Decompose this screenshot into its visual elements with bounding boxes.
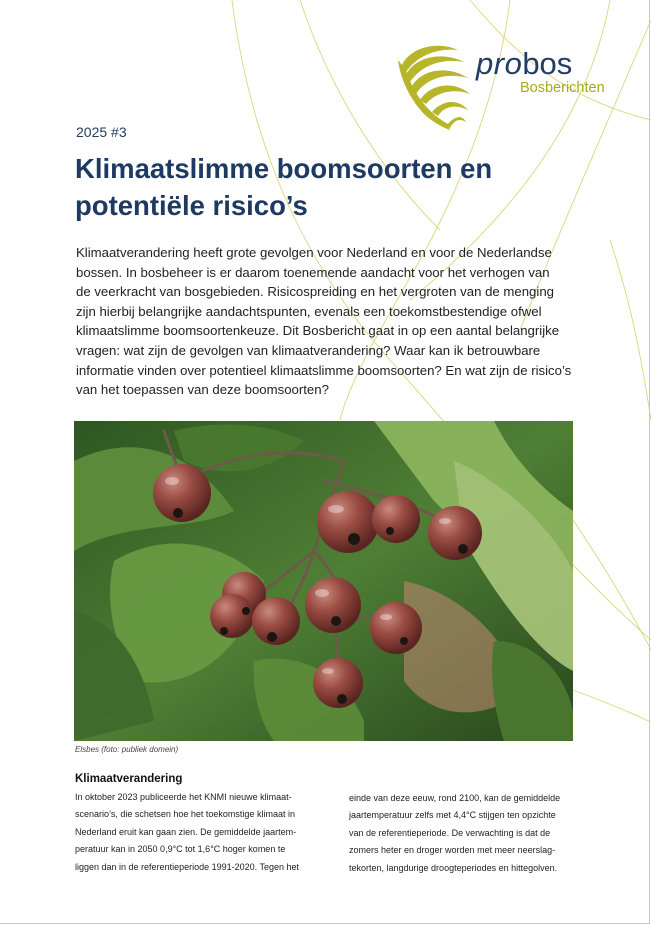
issue-number: 2025 #3: [76, 124, 127, 140]
column-left: [75, 789, 327, 876]
body-line: einde van deze eeuw, rond 2100, kan de gemiddelde: [349, 793, 561, 803]
title-line: potentiële risico’s: [75, 190, 308, 221]
intro-line: vragen: wat zijn de gevolgen van klimaatverandering? Waar kan ik betrouwbare: [76, 342, 541, 358]
page-title: [75, 150, 545, 224]
photo-caption: Elsbes (foto: publiek domein): [75, 745, 179, 754]
section-heading: Klimaatverandering: [75, 773, 183, 785]
body-line: van de referentieperiode. De verwachting is dat de: [349, 827, 551, 838]
berries-illustration: [74, 421, 573, 741]
body-line: scenario’s, die schetsen hoe het toekomstige klimaat in: [75, 809, 295, 820]
body-line: tekorten, langdurige droogteperiodes en hittegolven.: [349, 862, 558, 873]
logo-wordmark: [476, 46, 572, 82]
logo-word-pro: pro: [476, 46, 523, 81]
intro-line: zijn hierbij belangrijke aandachtspunten, evenals een toekomstbestendige ofwel: [76, 303, 542, 319]
intro-line: klimaatslimme boomsoortenkeuze. Dit Bosbericht gaat in op een aantal belangrijke: [76, 323, 560, 339]
berries-photo: [74, 421, 573, 741]
intro-line: Klimaatverandering heeft grote gevolgen voor Nederland en voor de Nederlandse: [76, 245, 552, 260]
body-line: liggen dan in de referentieperiode 1991-2020. Tegen het: [75, 861, 300, 872]
body-line: peratuur kan in 2050 0,9°C tot 1,6°C hoger komen te: [75, 844, 286, 855]
column-right: [349, 790, 571, 877]
intro-line: van het toepassen van deze boomsoorten?: [76, 382, 329, 398]
body-line: zomers heter en droger worden met meer neerslag-: [349, 845, 556, 856]
probos-logo: [396, 40, 626, 130]
body-line: jaartemperatuur zelfs met 4,4°C stijgen ten opzichte: [349, 810, 556, 821]
body-line: Nederland eruit kan gaan zien. De gemiddelde jaartem-: [75, 826, 297, 837]
intro-line: bossen. In bosbeheer is er daarom toenemende aandacht voor het verhogen van: [76, 264, 550, 280]
title-line: Klimaatslimme boomsoorten en: [75, 153, 493, 184]
logo-subtitle: Bosberichten: [520, 80, 605, 96]
intro-line: de veerkracht van bosgebieden. Risicospreiding en het vergroten van de menging: [76, 284, 554, 300]
logo-word-bos: bos: [522, 46, 573, 81]
intro-line: informatie vinden over potentieel klimaatslimme boomsoorten? En wat zijn de risico’s: [76, 362, 572, 378]
body-line: In oktober 2023 publiceerde het KNMI nieuwe klimaat-: [75, 792, 292, 802]
intro-paragraph: [76, 243, 576, 400]
leaf-emblem-icon: [396, 40, 476, 130]
